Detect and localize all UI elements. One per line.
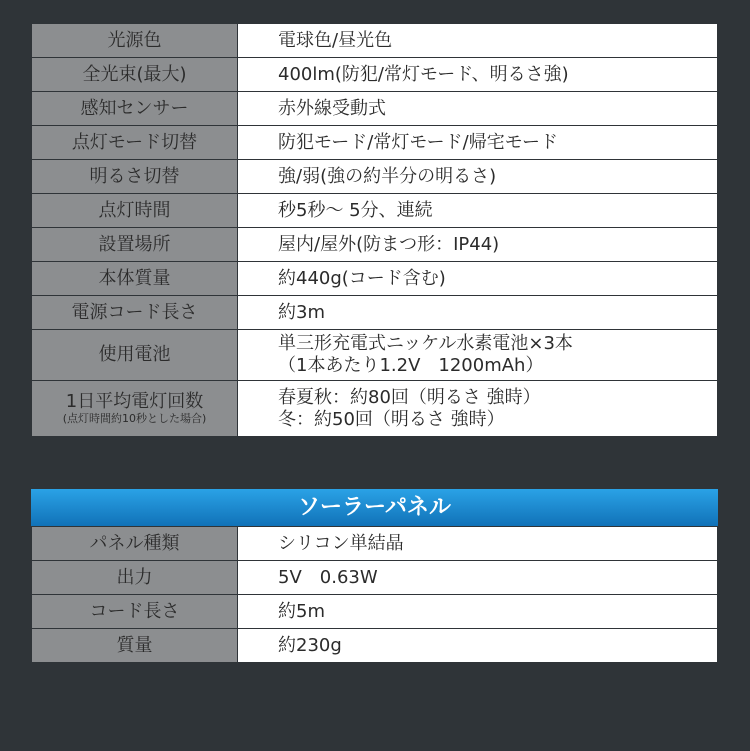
row-label: 使用電池: [32, 330, 238, 381]
row-label: コード長さ: [32, 595, 238, 629]
table-row-battery: [32, 330, 718, 381]
row-value: 強/弱(強の約半分の明るさ): [238, 160, 718, 194]
daily-label: 1日平均電灯回数: [65, 390, 204, 412]
daily-line-1: 春夏秋：約80回（明るさ 強時）: [278, 386, 541, 408]
row-label: 点灯時間: [32, 194, 238, 228]
row-value: [238, 381, 718, 437]
row-label: パネル種類: [32, 527, 238, 561]
row-label: 設置場所: [32, 228, 238, 262]
table-row: [32, 262, 718, 296]
row-label: 明るさ切替: [32, 160, 238, 194]
row-value: 約440g(コード含む): [238, 262, 718, 296]
row-value: 約5m: [238, 595, 718, 629]
solar-panel-header: ソーラーパネル: [31, 489, 718, 526]
table-row: [32, 126, 718, 160]
table-row-daily-count: [32, 381, 718, 437]
row-value: 屋内/屋外(防まつ形：IP44): [238, 228, 718, 262]
battery-line-2: （1本あたり1.2V 1200mAh）: [278, 355, 544, 376]
row-value: 赤外線受動式: [238, 92, 718, 126]
battery-line-1: 単三形充電式ニッケル水素電池×3本: [278, 333, 573, 354]
spec-table: [31, 23, 718, 437]
row-label: [32, 381, 238, 437]
row-label: 電源コード長さ: [32, 296, 238, 330]
table-row: [32, 24, 718, 58]
row-label: 本体質量: [32, 262, 238, 296]
row-value: 秒5秒～ 5分、連続: [238, 194, 718, 228]
table-row: [32, 629, 718, 663]
table-row: [32, 527, 718, 561]
row-value: 400lm(防犯/常灯モード、明るさ強): [238, 58, 718, 92]
table-row: [32, 595, 718, 629]
solar-panel-table: [31, 526, 718, 663]
table-row: [32, 160, 718, 194]
row-label: 出力: [32, 561, 238, 595]
table-row: [32, 92, 718, 126]
table-row: [32, 228, 718, 262]
row-label: 全光束(最大): [32, 58, 238, 92]
row-value: 5V 0.63W: [238, 561, 718, 595]
table-row: [32, 296, 718, 330]
row-value: シリコン単結晶: [238, 527, 718, 561]
table-row: [32, 194, 718, 228]
daily-line-2: 冬：約50回（明るさ 強時）: [278, 408, 505, 430]
row-value: 約3m: [238, 296, 718, 330]
row-value: [238, 330, 718, 381]
row-value: 約230g: [238, 629, 718, 663]
row-label: 質量: [32, 629, 238, 663]
daily-sublabel: (点灯時間約10秒とした場合): [62, 411, 207, 425]
row-label: 点灯モード切替: [32, 126, 238, 160]
row-value: 電球色/昼光色: [238, 24, 718, 58]
row-label: 感知センサー: [32, 92, 238, 126]
table-row: [32, 561, 718, 595]
row-label: 光源色: [32, 24, 238, 58]
table-row: [32, 58, 718, 92]
row-value: 防犯モード/常灯モード/帰宅モード: [238, 126, 718, 160]
